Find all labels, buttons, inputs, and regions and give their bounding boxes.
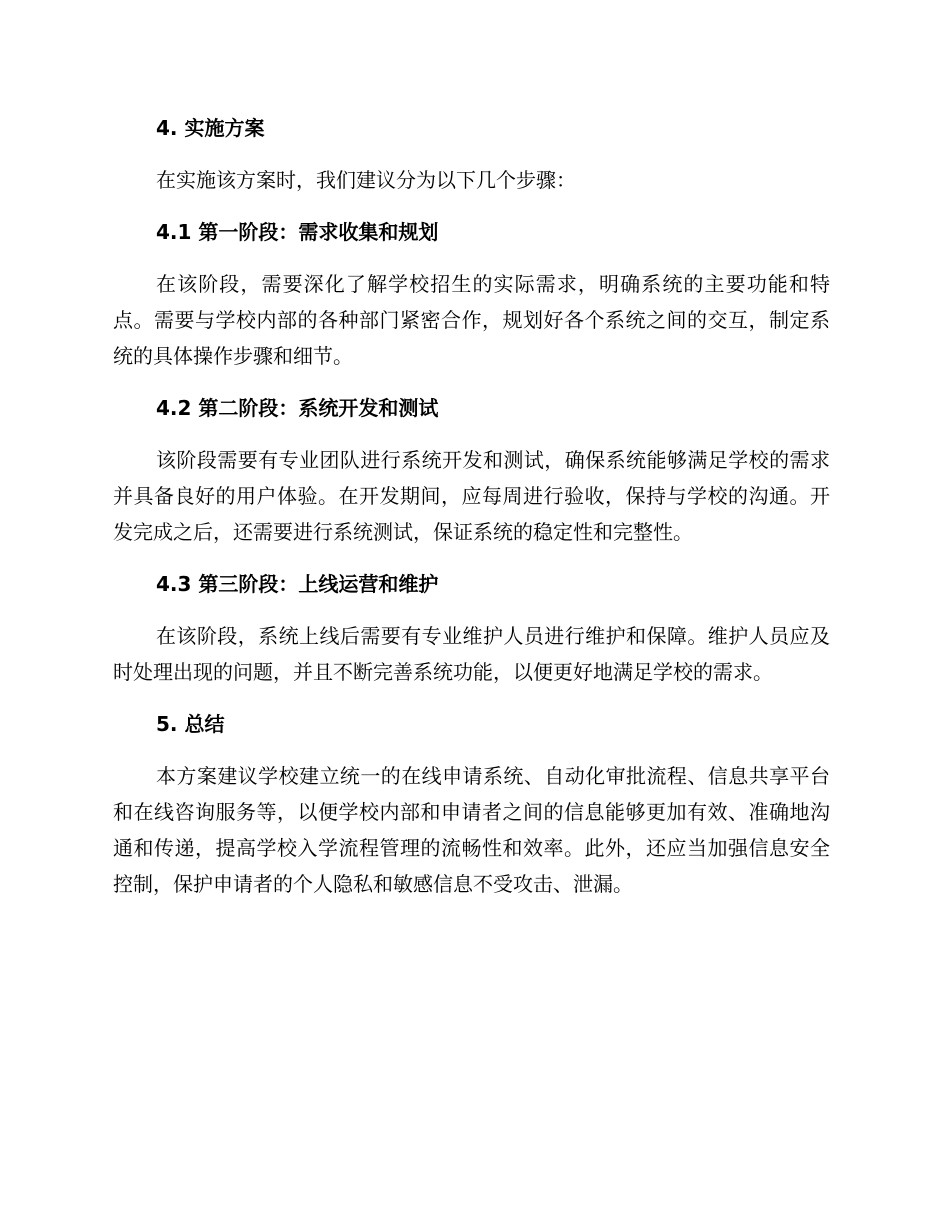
- section-5-heading: 5. 总结: [156, 712, 225, 736]
- section-4-3-heading: 4.3 第三阶段：上线运营和维护: [156, 572, 439, 596]
- section-4-heading: 4. 实施方案: [156, 116, 265, 140]
- section-4-2-heading: 4.2 第二阶段：系统开发和测试: [156, 396, 439, 420]
- section-4-1-body: 在该阶段，需要深化了解学校招生的实际需求，明确系统的主要功能和特点。需要与学校内部的各种部门紧密合作，规划好各个系统之间的交互，制定系统的具体操作步骤和细节。: [113, 272, 830, 368]
- section-4-3-body: 在该阶段，系统上线后需要有专业维护人员进行维护和保障。维护人员应及时处理出现的问题，并且不断完善系统功能，以便更好地满足学校的需求。: [113, 624, 830, 684]
- section-4-2-body: 该阶段需要有专业团队进行系统开发和测试，确保系统能够满足学校的需求并具备良好的用户体验。在开发期间，应每周进行验收，保持与学校的沟通。开发完成之后，还需要进行系统测试，保证系统的稳定性和完整性。: [113, 448, 830, 544]
- section-5-body: 本方案建议学校建立统一的在线申请系统、自动化审批流程、信息共享平台和在线咨询服务等，以便学校内部和申请者之间的信息能够更加有效、准确地沟通和传递，提高学校入学流程管理的流畅性和效率。此外，还应当加强信息安全控制，保护申请者的个人隐私和敏感信息不受攻击、泄漏。: [113, 764, 830, 896]
- section-4-1-heading: 4.1 第一阶段：需求收集和规划: [156, 220, 439, 244]
- section-4-intro: 在实施该方案时，我们建议分为以下几个步骤：: [156, 168, 576, 192]
- document-body: [113, 110, 830, 902]
